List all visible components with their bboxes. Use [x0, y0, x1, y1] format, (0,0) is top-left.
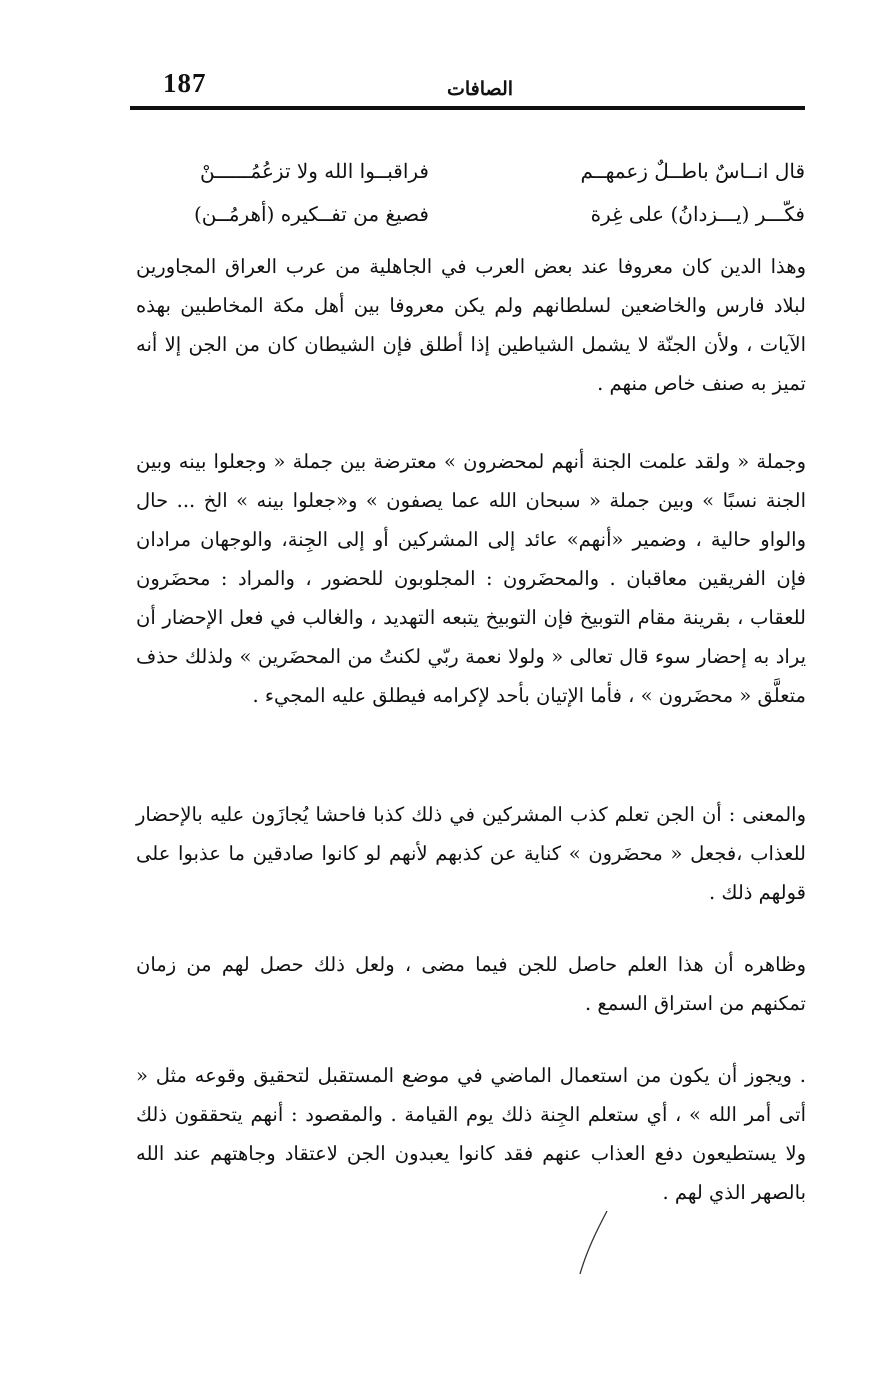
- paragraph-4: وظاهره أن هذا العلم حاصل للجن فيما مضى ، ولعل ذلك حصل لهم من زمان تمكنهم من استراق السمع .: [136, 953, 806, 1015]
- verse-1-left-hemistich: فراقبــوا الله ولا تزعُمُــــــنْ: [200, 159, 429, 183]
- paragraph-2: وجملة « ولقد علمت الجنة أنهم لمحضرون » معترضة بين جملة « وجعلوا بينه وبين الجنة نسبًا » وبين جملة « سبحان الله عما يصفون » و«جعلوا بينه » الخ ... حال والواو حالية ، وضمير «أنهم» عائد إلى المشركين أو إلى الجِنة، والوجهان مرادان فإن الفريقين معاقبان . والمحضَرون : المجلوبون للحضور ، والمراد : محضَرون للعقاب ، بقرينة مقام التوبيخ فإن التوبيخ يتبعه التهديد ، والغالب في فعل الإحضار أن يراد به إحضار سوء قال تعالى « ولولا نعمة ربّي لكنتُ من المحضَرين » ولذلك حذف متعلَّق « محضَرون » ، فأما الإتيان بأحد لإكرامه فيطلق عليه المجيء .: [136, 450, 806, 707]
- verse-2-right-hemistich: فكّـــر (يـــزدانُ) على غِرة: [590, 202, 805, 226]
- header-rule: [130, 106, 805, 110]
- paragraph-1: وهذا الدين كان معروفا عند بعض العرب في الجاهلية من عرب العراق المجاورين لبلاد فارس والخاضعين لسلطانهم ولم يكن معروفا بين أهل مكة المخاطبين بهذه الآيات ، ولأن الجنّة لا يشمل الشياطين إذا أطلق فإن الشيطان كان من الجن إلا أنه تميز به صنف خاص منهم .: [136, 255, 806, 395]
- paragraph-3: والمعنى : أن الجن تعلم كذب المشركين في ذلك كذبا فاحشا يُجازَون عليه بالإحضار للعذاب ،فجعل « محضَرون » كناية عن كذبهم لأنهم لو كانوا صادقين ما عذبوا على قولهم ذلك .: [136, 803, 806, 904]
- verse-1-right-hemistich: قال انــاسٌ باطــلٌ زعمهــم: [580, 159, 805, 183]
- pen-stroke-mark: [575, 1208, 615, 1278]
- verse-2-left-hemistich: فصيغ من تفــكيره (أهرمُــن): [194, 202, 429, 226]
- running-title: الصافات: [446, 78, 514, 100]
- page-number: 187: [163, 68, 207, 98]
- verse-line-2: [0, 193, 891, 235]
- paragraph-5: . ويجوز أن يكون من استعمال الماضي في موضع المستقبل لتحقيق وقوعه مثل « أتى أمر الله » ، أي ستعلم الجِنة ذلك يوم القيامة . والمقصود : أنهم يتحققون ذلك ولا يستطيعون دفع العذاب عنهم فقد كانوا يعبدون الجن لاعتقاد وجاهتهم عند الله بالصهر الذي لهم .: [136, 1064, 806, 1204]
- verse-line-1: [0, 150, 891, 192]
